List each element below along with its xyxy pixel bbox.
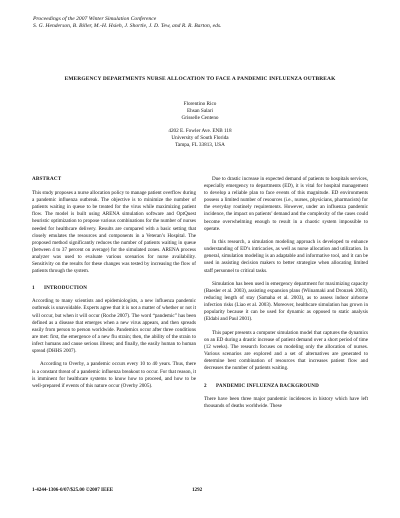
proceedings-editors: S. G. Henderson, B. Biller, M.-H. Hsieh, J. Shortle, J. D. Tew, and R. R. Barton, eds. — [33, 23, 222, 30]
section-number: 2 — [204, 382, 207, 389]
body-paragraph: In this research, a simulation modeling approach is developed to enhance understanding of ED’s intricacies, as well as nurse allocation and utilization. In general, simulation modeling is an adaptable and informative tool, and it can be used in assisting decision makers to better strategize when allocating limited staff personnel to critical tasks. — [204, 239, 368, 274]
abstract-heading: ABSTRACT — [32, 176, 62, 182]
body-paragraph: According to Overby, a pandemic occurs every 10 to 40 years. Thus, there is a constant threat of a pandemic influenza breakout to occur. For that reason, it is imminent for healthcare systems to know how to proceed, and how to be well-prepared if events of this nature occur (Overby 2005). — [32, 361, 196, 389]
body-paragraph: There have been three major pandemic incidences in history which have left thousands of deaths worldwide. These — [204, 395, 368, 409]
address-line: Tampa, FL 33813, USA — [175, 142, 225, 149]
page-number: 1292 — [192, 487, 203, 493]
right-column — [204, 176, 368, 416]
isbn-footer: 1-4244-1306-0/07/$25.00 ©2007 IEEE — [32, 487, 114, 493]
proceedings-title: Proceedings of the 2007 Winter Simulation Conference — [33, 16, 157, 22]
proceedings-header — [33, 16, 373, 31]
left-column — [32, 176, 196, 396]
address-line: University of South Florida — [171, 135, 229, 142]
address-line: 4202 E. Fowler Ave. ENB 118 — [168, 128, 232, 134]
abstract-paragraph: This study proposes a nurse allocation policy to manage patient overflow during a pandemic influenza outbreak. The objective is to minimize the number of patients waiting in queue to be treated for the virus while maximizing patient flow. The model is built using ARENA simulation software and OptQuest heuristic optimization to propose various combinations for the number of nurses needed for healthcare delivery. Results are compared with a basic setting that closely emulates the resources and components in a Veteran’s Hospital. The proposed method significantly reduces the number of patients waiting in queue (between 4 to 37 percent on average) for the simulated zones. ARENA process analyzer was used to evaluate various scenarios for nurse availability. Sensitivity on the results for these changes was tested by increasing the flow of patients through the system. — [32, 190, 196, 275]
author-name: Grisselle Centeno — [181, 115, 219, 122]
author-address — [100, 128, 300, 150]
author-list — [100, 101, 300, 123]
section-title: PANDEMIC INFLUENZA BACKGROUND — [216, 382, 320, 389]
paper-title: EMERGENCY DEPARTMENTS NURSE ALLOCATION TO FACE A PANDEMIC INFLUENZA OUTBREAK — [64, 76, 336, 82]
section-heading-introduction — [32, 285, 196, 292]
section-heading-background — [204, 383, 368, 390]
body-paragraph: This paper presents a computer simulation model that captures the dynamics on an ED during a drastic increase of patient demand over a short period of time (12 weeks). The research focuses on modeling only the allocation of nurses. Various scenarios are explored and a set of alternatives are generated to determine best combination of resources that increases patient flow and decreases the number of patients waiting. — [204, 329, 368, 372]
body-paragraph: Due to drastic increase in expected demand of patients to hospitals services, especially emergency to departments (ED), it is vital for hospital management to develop a reliable plan to face events of this magnitude. ED environments possess a limited number of resources (i.e., nurses, physicians, pharmacists) for the everyday routinely requirements. However, under an influenza pandemic incidence, the impact on patients’ demand and the complexity of the cases could become overwhelming enough to result in a chaotic system impossible to operate. — [204, 176, 368, 232]
author-name: Ehsan Salari — [186, 108, 214, 115]
section-title: INTRODUCTION — [44, 285, 88, 292]
body-paragraph: Simulation has been used in emergency department for maximizing capacity (Baesler et al. 2003), assisting expansion plans (Wiinamaki and Dronzek 2003), reducing length of stay (Samaha et al. 2003), as to assess indoor airborne infection risks (Liao et al. 2003). Moreover, healthcare simulation has grown in popularity because it can be used for dynamic as opposed to static analysis (Eldabi and Paul 2001). — [204, 281, 368, 323]
author-name: Florentino Rico — [183, 101, 217, 107]
body-paragraph: According to many scientists and epidemiologists, a new influenza pandemic outbreak is unavoidable. Experts agree that it is not a matter of whether or not it will occur, but when it will occur (Roche 2007). The word “pandemic” has been defined as a disease that emerges when a new virus appears, and then spreads easily from person to person worldwide. Pandemics occur after three conditions are met: first, the emergence of a new flu strain; then, the ability of the strain to infect humans and cause serious illness; and finally, the easily human to human spread (DHHS 2007). — [32, 298, 196, 354]
section-number: 1 — [32, 285, 35, 292]
